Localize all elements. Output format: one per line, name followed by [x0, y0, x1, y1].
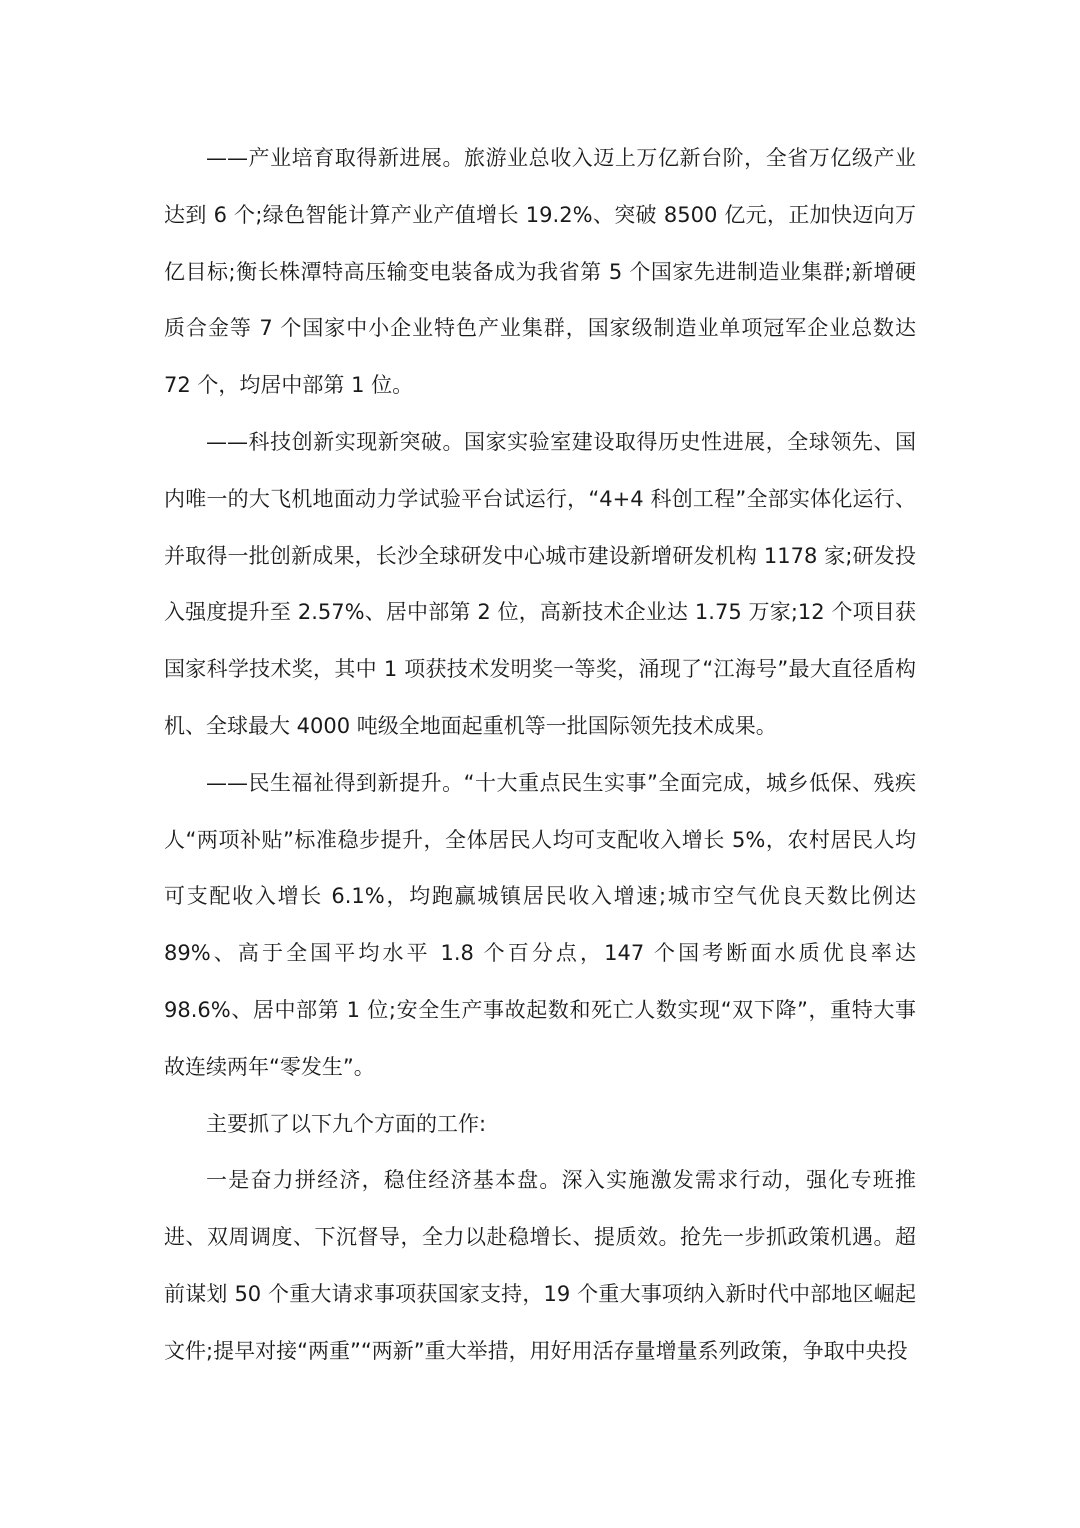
paragraph-economy: 一是奋力拼经济，稳住经济基本盘。深入实施激发需求行动，强化专班推进、双周调度、下沉督导，全力以赴稳增长、提质效。抢先一步抓政策机遇。超前谋划 50 个重大请求事项获国家支持，19 个重大事项纳入新时代中部地区崛起文件;提早对接“两重”“两新”重大举措，用好用活存量增量系列政策，争取中央投: [164, 1168, 916, 1363]
paragraph-work-intro: 主要抓了以下九个方面的工作:: [206, 1111, 487, 1136]
document-body: [164, 130, 916, 1380]
paragraph-industry: ——产业培育取得新进展。旅游业总收入迈上万亿新台阶，全省万亿级产业达到 6 个;绿色智能计算产业产值增长 19.2%、突破 8500 亿元，正加快迈向万亿目标;衡长株潭特高压输变电装备成为我省第 5 个国家先进制造业集群;新增硬质合金等 7 个国家中小企业特色产业集群，国家级制造业单项冠军企业总数达 72 个，均居中部第 1 位。: [164, 146, 916, 398]
paragraph-technology: ——科技创新实现新突破。国家实验室建设取得历史性进展，全球领先、国内唯一的大飞机地面动力学试验平台试运行，“4+4 科创工程”全部实体化运行、并取得一批创新成果，长沙全球研发中心城市建设新增研发机构 1178 家;研发投入强度提升至 2.57%、居中部第 2 位，高新技术企业达 1.75 万家;12 个项目获国家科学技术奖，其中 1 项获技术发明奖一等奖，涌现了“江海号”最大直径盾构机、全球最大 4000 吨级全地面起重机等一批国际领先技术成果。: [164, 429, 916, 738]
paragraph-livelihood: ——民生福祉得到新提升。“十大重点民生实事”全面完成，城乡低保、残疾人“两项补贴”标准稳步提升，全体居民人均可支配收入增长 5%，农村居民人均可支配收入增长 6.1%，均跑赢城镇居民收入增速;城市空气优良天数比例达 89%、高于全国平均水平 1.8 个百分点，147 个国考断面水质优良率达 98.6%、居中部第 1 位;安全生产事故起数和死亡人数实现“双下降”，重特大事故连续两年“零发生”。: [164, 770, 916, 1079]
